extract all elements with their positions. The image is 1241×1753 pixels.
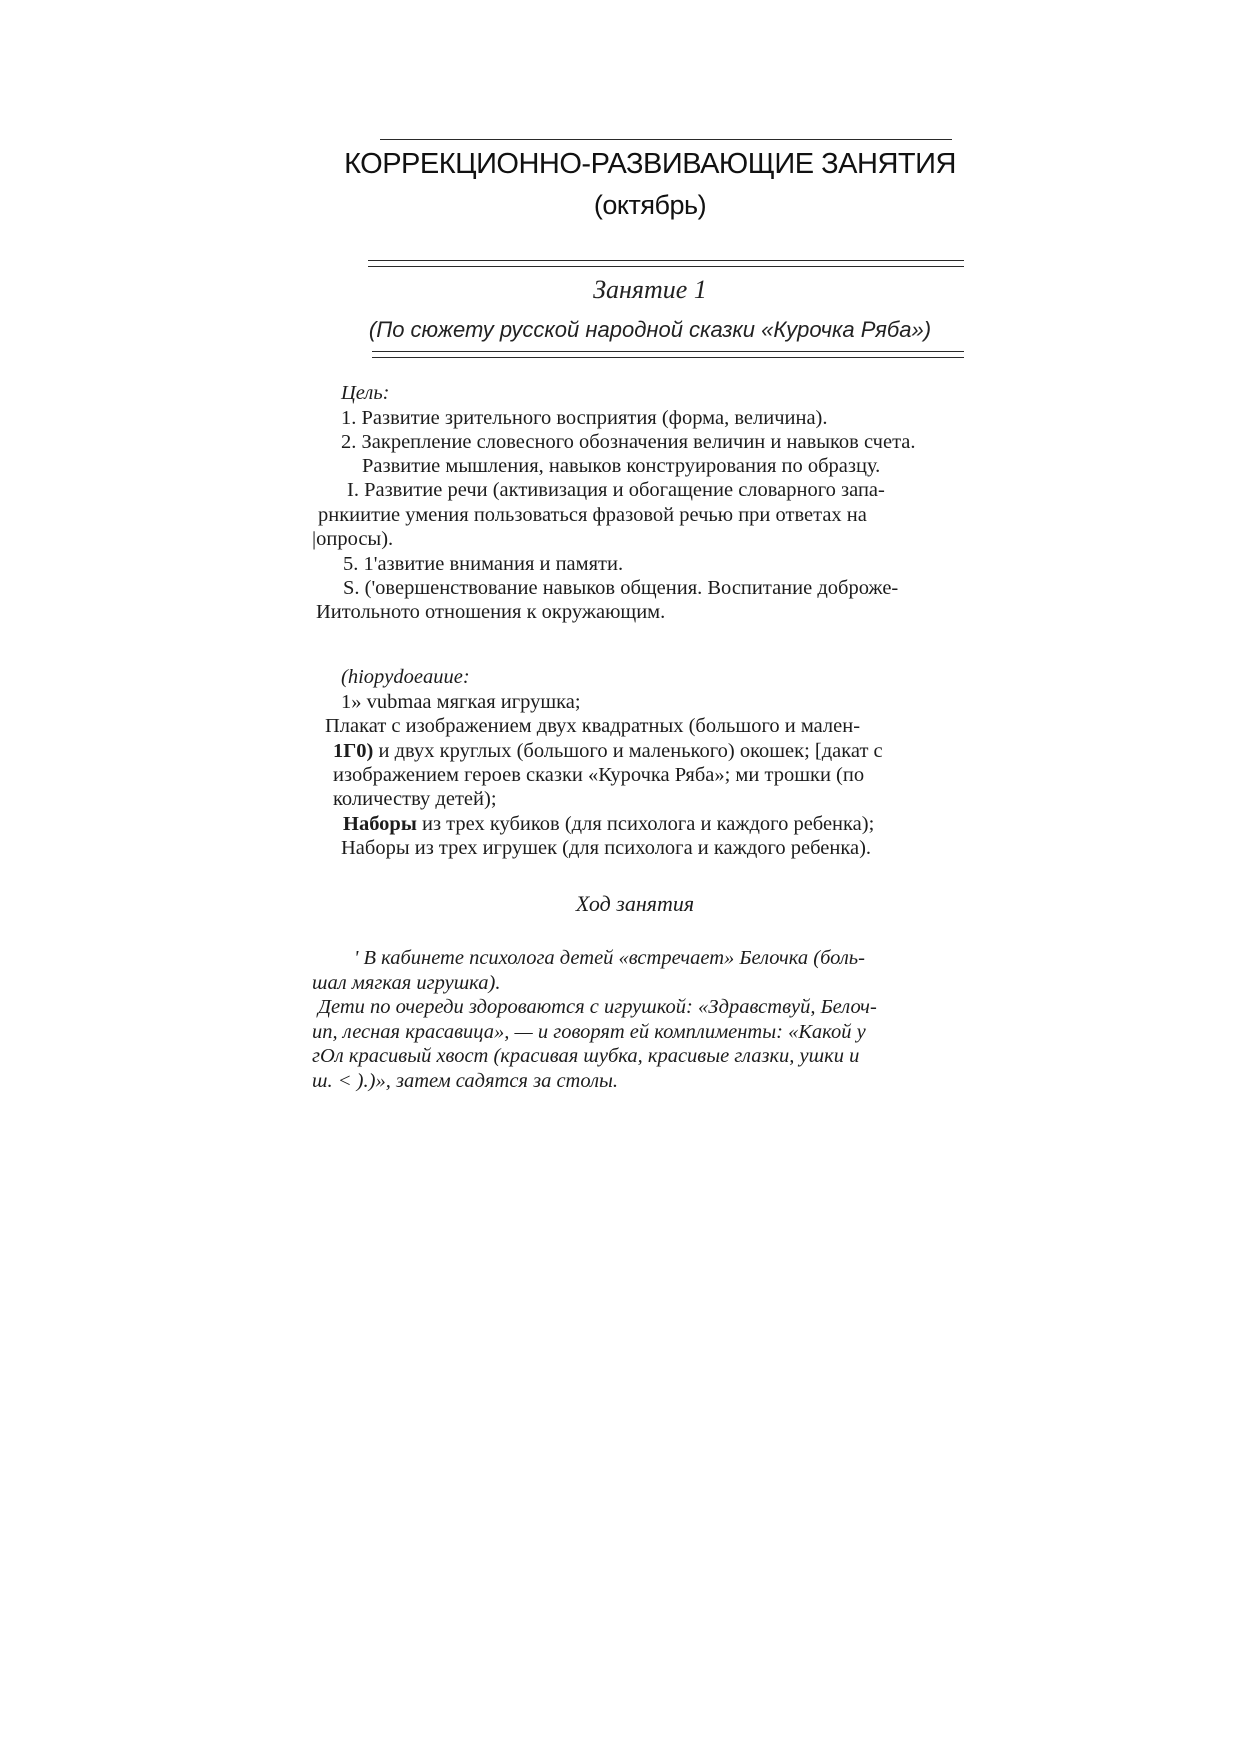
goal-line: 1. Развитие зрительного восприятия (форма, величина).: [341, 407, 828, 429]
equipment-line-rest: и двух круглых (большого и маленького) окошек; [дакат с: [373, 740, 883, 762]
goal-line: Развитие мышления, навыков конструирования по образцу.: [362, 455, 881, 477]
page-title: КОРРЕКЦИОННО-РАЗВИВАЮЩИЕ ЗАНЯТИЯ: [344, 148, 956, 180]
page-subtitle-month: (октябрь): [593, 190, 707, 220]
lesson-subtitle: (По сюжету русской народной сказки «Курочка Ряба»): [368, 317, 932, 342]
goal-line: S. ('овершенствование навыков общения. Воспитание доброже-: [343, 577, 899, 599]
equipment-line: изображением героев сказки «Курочка Ряба»; ми трошки (по: [333, 764, 865, 786]
course-line: ' В кабинете психолога детей «встречает» Белочка (боль-: [354, 947, 865, 969]
goal-line: рнкиитие умения пользоваться фразовой речью при ответах на: [318, 504, 867, 526]
equipment-line: 1» vubmaa мягкая игрушка;: [341, 691, 581, 713]
double-rule-top-1: [368, 260, 964, 261]
goals-heading: Цель:: [341, 382, 390, 404]
goal-line: Иитольното отношения к окружающим.: [316, 601, 666, 623]
course-heading: Ход занятия: [575, 891, 695, 916]
double-rule-bottom-2: [372, 357, 964, 358]
goal-line: 5. 1'азвитие внимания и памяти.: [343, 553, 624, 575]
top-rule: [380, 139, 952, 140]
course-line: ип, лесная красавица», — и говорят ей комплименты: «Какой у: [312, 1021, 866, 1043]
equipment-line: количеству детей);: [333, 788, 497, 810]
double-rule-top-2: [368, 266, 964, 267]
equipment-line: Наборы из трех игрушек (для психолога и каждого ребенка).: [341, 837, 872, 859]
equipment-line: Плакат с изображением двух квадратных (большого и мален-: [325, 715, 861, 737]
double-rule-bottom-1: [372, 351, 964, 352]
course-line: Дети по очереди здороваются с игрушкой: «Здравствуй, Белоч-: [318, 996, 877, 1018]
goal-line: 2. Закрепление словесного обозначения величин и навыков счета.: [341, 431, 916, 453]
equipment-bold-fragment: Наборы: [343, 813, 417, 835]
equipment-heading: (hiopydoeauue:: [341, 666, 470, 688]
course-line: шал мягкая игрушка).: [312, 972, 501, 994]
lesson-title: Занятие 1: [593, 275, 707, 304]
equipment-line: [343, 812, 874, 836]
equipment-line: [333, 739, 883, 763]
equipment-bold-fragment: 1Г0): [333, 740, 374, 762]
goal-line: I. Развитие речи (активизация и обогащение словарного запа-: [347, 479, 885, 501]
goal-line: |опросы).: [312, 528, 394, 550]
course-line: ш. < ).)», затем садятся за столы.: [312, 1070, 619, 1092]
course-line: гОл красивый хвост (красивая шубка, красивые глазки, ушки и: [312, 1045, 860, 1067]
equipment-line-rest: из трех кубиков (для психолога и каждого ребенка);: [416, 813, 875, 835]
